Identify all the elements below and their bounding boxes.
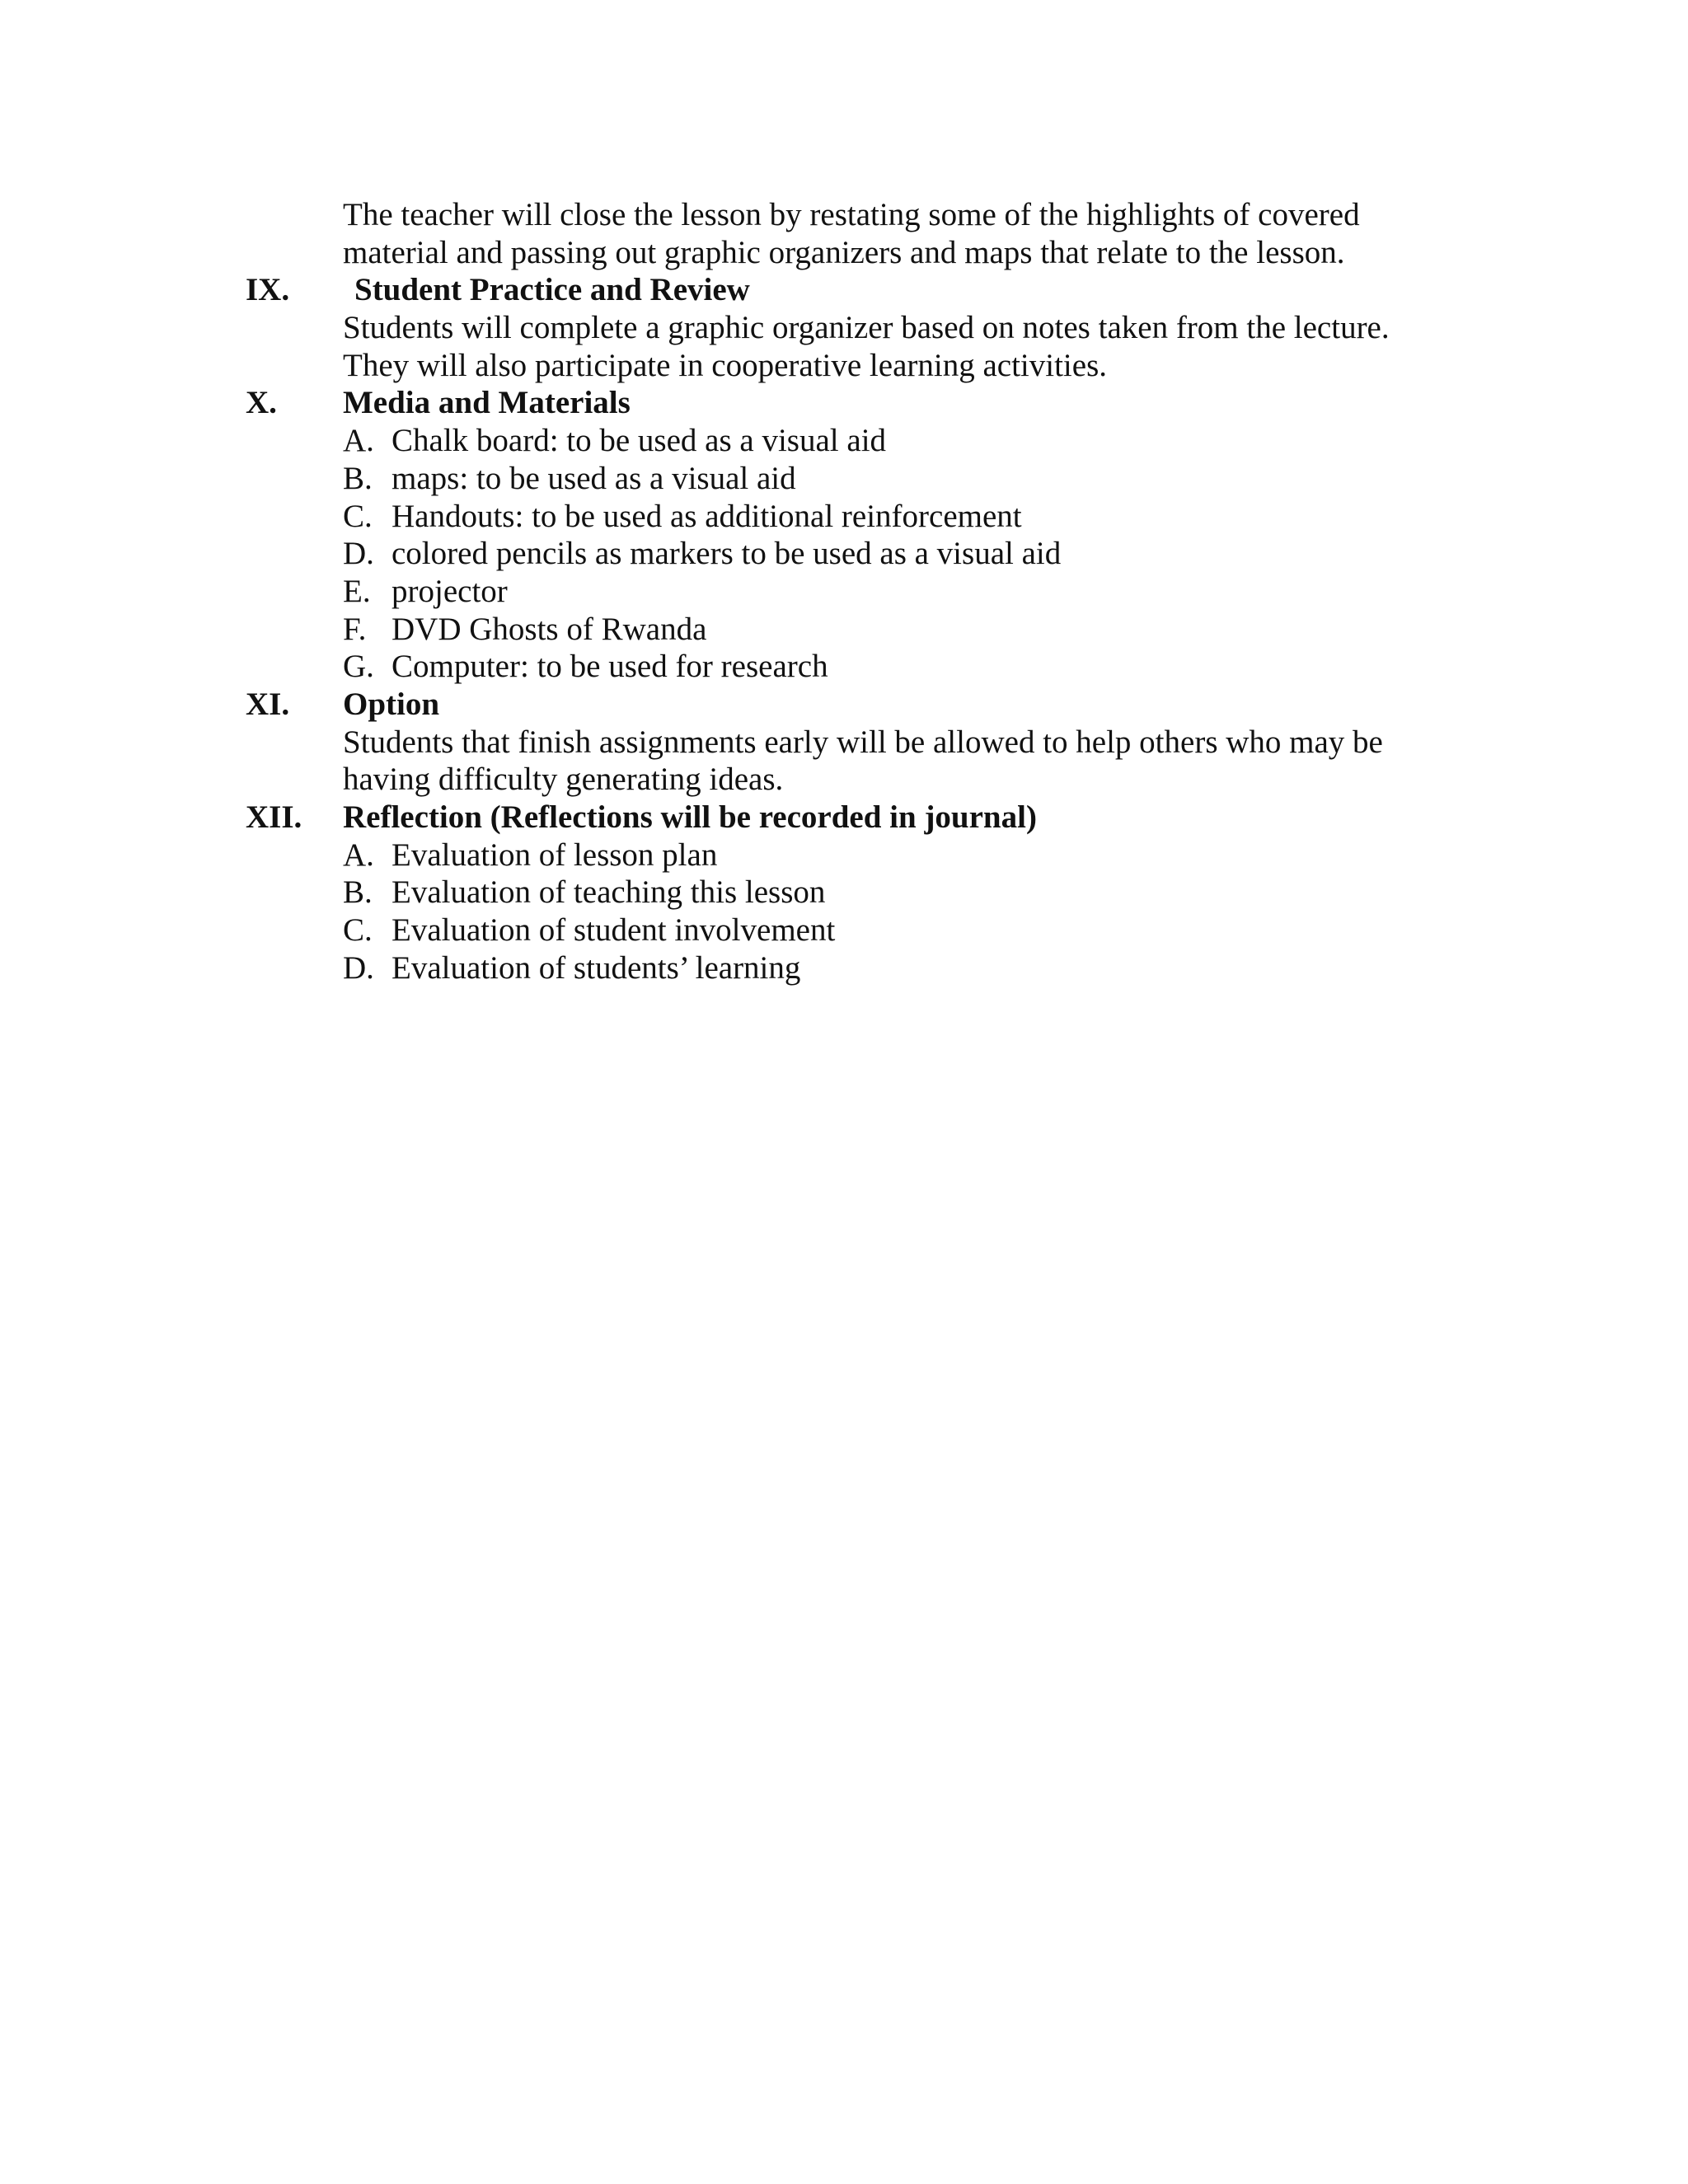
list-item [0,912,1688,949]
list-item-text: maps: to be used as a visual aid [392,460,796,496]
intro-line [0,196,1688,234]
section-numeral: X. [246,385,277,421]
list-item-text: Evaluation of students’ learning [392,949,801,986]
section-title: Student Practice and Review [354,272,750,308]
list-item-text: Evaluation of student involvement [392,912,836,949]
list-item [0,648,1688,686]
section-numeral: IX. [246,272,290,308]
section-numeral: XII. [246,799,302,835]
list-item-letter: B. [343,874,373,911]
section-heading-xi [0,686,1688,724]
list-item-letter: F. [343,611,367,647]
section-heading-ix [0,271,1688,309]
intro-text: material and passing out graphic organizers and maps that relate to the lesson. [343,234,1345,270]
paragraph-text: Students will complete a graphic organizer based on notes taken from the lecture. [343,310,1390,346]
section-heading-x [0,384,1688,422]
list-item-letter: E. [343,573,371,609]
list-item-letter: C. [343,498,373,534]
list-item-text: DVD Ghosts of Rwanda [392,611,707,647]
lesson-plan-content [0,196,1688,987]
paragraph-text: Students that finish assignments early will be allowed to help others who may be [343,724,1383,760]
list-item-letter: D. [343,949,374,986]
section-numeral: XI. [246,686,290,722]
section-heading-xii [0,799,1688,837]
list-item [0,837,1688,874]
section-paragraph-line [0,761,1688,799]
list-item [0,573,1688,611]
list-item-text: Evaluation of teaching this lesson [392,874,826,911]
list-item-letter: A. [343,423,374,459]
list-item-letter: D. [343,536,374,572]
list-item-letter: A. [343,837,374,873]
list-item-text: Evaluation of lesson plan [392,837,718,873]
section-title: Media and Materials [343,385,631,421]
list-item-letter: C. [343,912,373,949]
list-item-text: Computer: to be used for research [392,649,828,685]
list-item [0,949,1688,987]
list-item [0,874,1688,912]
section-title: Option [343,686,440,722]
paragraph-text: They will also participate in cooperative learning activities. [343,347,1107,383]
intro-text: The teacher will close the lesson by restating some of the highlights of covered [343,197,1360,232]
list-item-text: projector [392,573,508,609]
section-title: Reflection (Reflections will be recorded in journal) [343,799,1037,835]
section-paragraph-line [0,309,1688,347]
list-item [0,422,1688,460]
section-paragraph-line [0,724,1688,762]
list-item [0,611,1688,649]
list-item-letter: B. [343,460,373,496]
list-item-letter: G. [343,649,374,685]
list-item [0,498,1688,536]
list-item-text: Chalk board: to be used as a visual aid [392,423,887,459]
paragraph-text: having difficulty generating ideas. [343,762,784,798]
list-item [0,535,1688,573]
list-item-text: Handouts: to be used as additional reinforcement [392,498,1022,534]
intro-line [0,234,1688,272]
list-item-text: colored pencils as markers to be used as a visual aid [392,536,1062,572]
section-paragraph-line [0,347,1688,385]
list-item [0,460,1688,498]
